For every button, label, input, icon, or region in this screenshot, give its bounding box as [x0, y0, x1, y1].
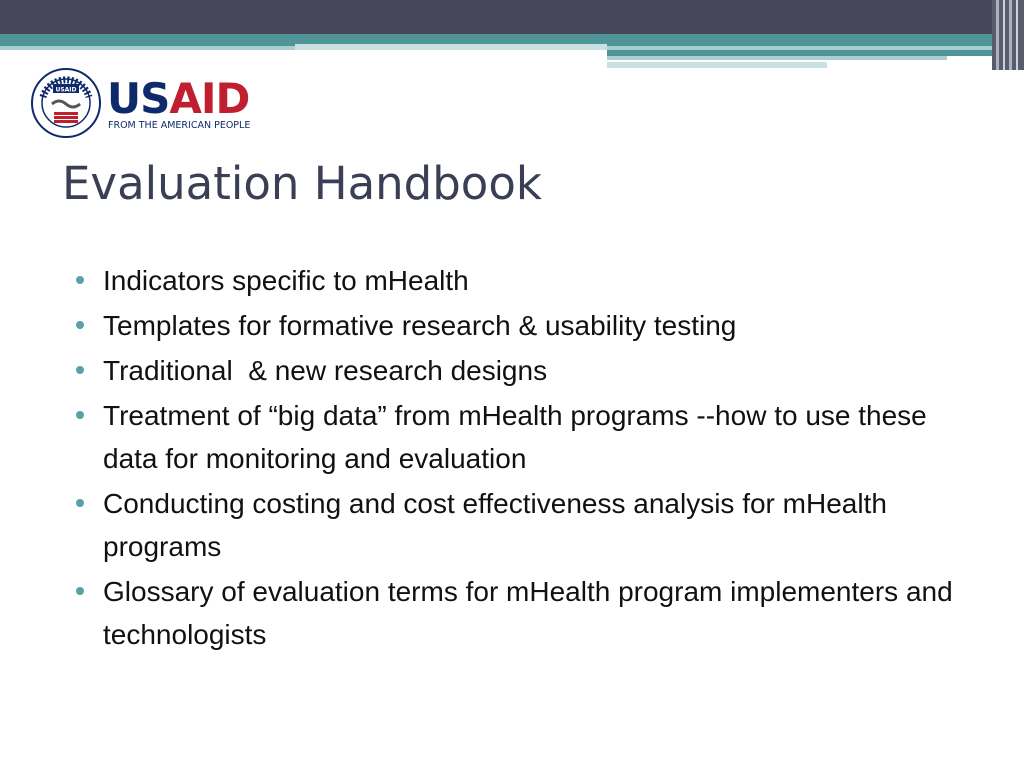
- bullet-item: [76, 259, 976, 302]
- bullet-item: [76, 349, 976, 392]
- bullet-item: [76, 570, 976, 656]
- bullet-text: Glossary of evaluation terms for mHealth program implementers and technologists: [103, 576, 961, 650]
- bullet-icon: [76, 276, 84, 284]
- bullet-text: Treatment of “big data” from mHealth programs --how to use these data for monitoring and evaluation: [103, 400, 935, 474]
- usaid-logo: [31, 67, 267, 139]
- svg-text:USAID: USAID: [55, 86, 77, 94]
- bullet-icon: [76, 587, 84, 595]
- bullet-icon: [76, 411, 84, 419]
- bullet-text: Indicators specific to mHealth: [103, 265, 469, 296]
- usaid-tagline: FROM THE AMERICAN PEOPLE: [108, 120, 251, 131]
- bullet-text: Templates for formative research & usability testing: [103, 310, 737, 341]
- bullet-text: Traditional & new research designs: [103, 355, 548, 386]
- bullet-text: Conducting costing and cost effectiveness analysis for mHealth programs: [103, 488, 895, 562]
- bullet-icon: [76, 321, 84, 329]
- usaid-seal-icon: [32, 69, 100, 137]
- header-band: [0, 0, 1024, 70]
- bullet-item: [76, 482, 976, 568]
- bullet-item: [76, 394, 976, 480]
- slide-title: Evaluation Handbook: [62, 157, 542, 210]
- usaid-wordmark: USAID: [107, 74, 250, 123]
- bullet-item: [76, 304, 976, 347]
- bullet-list: [76, 259, 976, 658]
- bullet-icon: [76, 499, 84, 507]
- bullet-icon: [76, 366, 84, 374]
